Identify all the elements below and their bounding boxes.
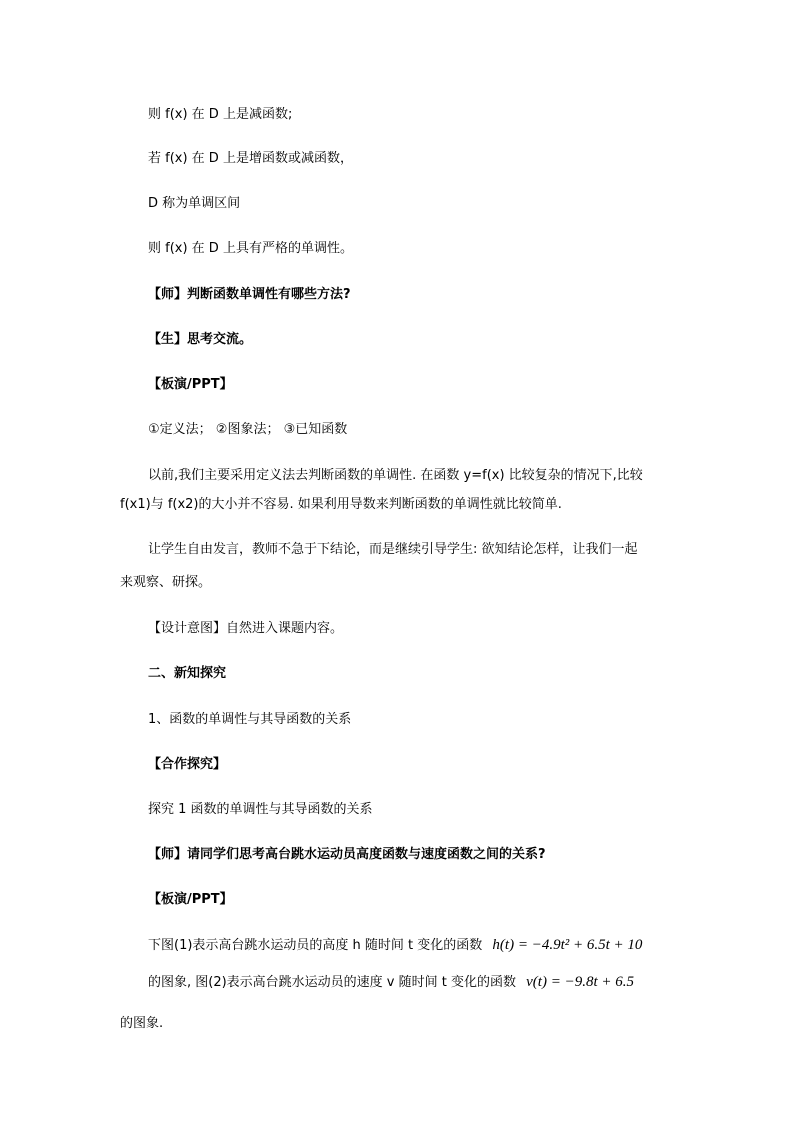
subsection-heading-monotonicity: 1、函数的单调性与其导函数的关系 [148,712,352,727]
height-function-sentence [148,936,642,955]
student-discussion: 【生】思考交流。 [148,332,253,347]
teacher-question-diving: 【师】请同学们思考高台跳水运动员高度函数与速度函数之间的关系? [148,847,546,862]
exploration-1-title: 探究 1 函数的单调性与其导函数的关系 [148,802,373,817]
methods-list: ①定义法； ②图象法； ③已知函数 [148,422,348,437]
text-line-interval-def: D 称为单调区间 [148,196,241,211]
velocity-function-sentence [148,973,634,992]
section-heading-new-knowledge: 二、新知探究 [148,666,227,681]
text-line-decreasing: 则 f(x) 在 D 上是减函数; [148,107,293,122]
graph-caption-end: 的图象. [120,1016,164,1031]
teacher-question-methods: 【师】判断函数单调性有哪些方法? [148,287,351,302]
board-ppt-label-1: 【板演/PPT】 [148,377,233,392]
cooperative-exploration-label: 【合作探究】 [148,757,227,772]
paragraph-free-discussion-line1: 让学生自由发言，教师不急于下结论，而是继续引导学生: 欲知结论怎样，让我们一起 [148,542,638,557]
height-function-text: 下图(1)表示高台跳水运动员的高度 h 随时间 t 变化的函数 [148,938,483,953]
board-ppt-label-2: 【板演/PPT】 [148,892,233,907]
paragraph-previous-method-line2: f(x1)与 f(x2)的大小并不容易. 如果利用导数来判断函数的单调性就比较简单. [120,497,562,512]
paragraph-free-discussion-line2: 来观察、研探。 [120,575,212,590]
text-line-monotonic-condition: 若 f(x) 在 D 上是增函数或减函数， [148,151,353,166]
height-formula: h(t) = −4.9t² + 6.5t + 10 [492,937,643,953]
text-line-strict-monotonic: 则 f(x) 在 D 上具有严格的单调性。 [148,241,353,256]
velocity-function-text: 的图象, 图(2)表示高台跳水运动员的速度 v 随时间 t 变化的函数 [148,975,516,990]
paragraph-previous-method-line1: 以前,我们主要采用定义法去判断函数的单调性. 在函数 y=f(x) 比较复杂的情况下,比较 [148,468,643,483]
velocity-formula: v(t) = −9.8t + 6.5 [526,974,634,990]
design-intent: 【设计意图】自然进入课题内容。 [148,621,344,636]
